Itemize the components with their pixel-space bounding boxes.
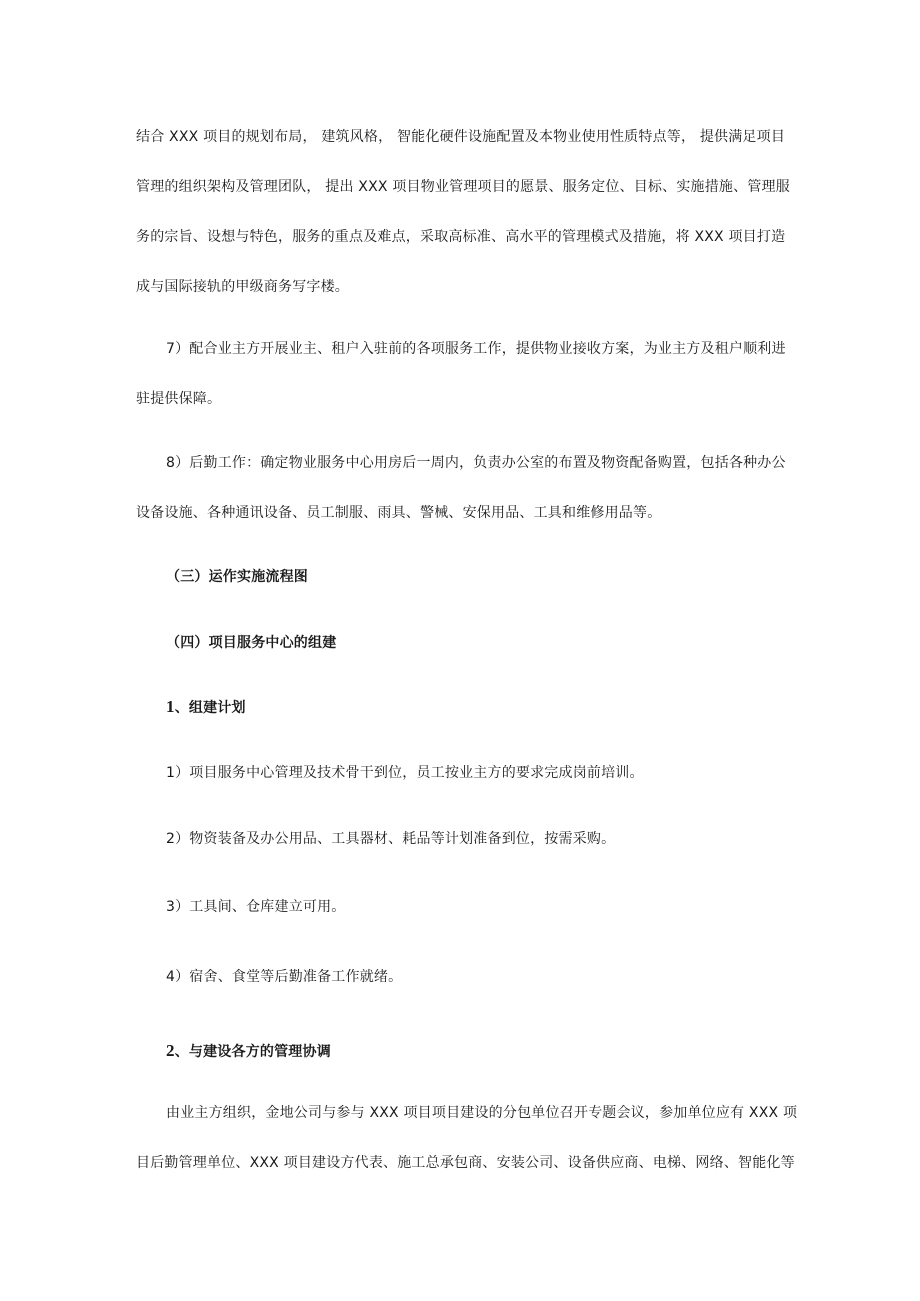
sub-heading-title: 、组建计划 (174, 700, 246, 716)
plan-item: 2）物资装备及办公用品、工具器材、耗品等计划准备到位，按需采购。 (166, 831, 616, 847)
intro-line: 结合 XXX 项目的规划布局， 建筑风格， 智能化硬件设施配置及本物业使用性质特点等， 提供满足项目 (136, 129, 786, 145)
item-8-line: 设备设施、各种通讯设备、员工制服、雨具、警械、安保用品、工具和维修用品等。 (136, 505, 662, 521)
plan-item: 4）宿舍、食堂等后勤准备工作就绪。 (166, 969, 403, 985)
coordination-line: 由业主方组织，金地公司与参与 XXX 项目项目建设的分包单位召开专题会议，参加单位应有 XXX 项 (166, 1105, 798, 1121)
plan-item: 1）项目服务中心管理及技术骨干到位，员工按业主方的要求完成岗前培训。 (166, 765, 644, 781)
sub-heading-title: 、与建设各方的管理协调 (174, 1044, 331, 1060)
coordination-line: 目后勤管理单位、XXX 项目建设方代表、施工总承包商、安装公司、设备供应商、电梯、网络、智能化等 (136, 1155, 795, 1171)
sub-heading-number: 1 (166, 697, 175, 716)
item-7-line: 7）配合业主方开展业主、租户入驻前的各项服务工作，提供物业接收方案，为业主方及租户顺利进 (166, 341, 786, 357)
plan-item: 3）工具间、仓库建立可用。 (166, 899, 346, 915)
section-4-heading: （四）项目服务中心的组建 (166, 635, 337, 651)
sub-heading-1 (166, 698, 246, 717)
section-3-heading: （三）运作实施流程图 (166, 569, 308, 585)
item-7-line: 驻提供保障。 (136, 391, 222, 407)
sub-heading-number: 2 (166, 1041, 175, 1060)
item-8-line: 8）后勤工作：确定物业服务中心用房后一周内，负责办公室的布置及物资配备购置，包括各种办公 (166, 455, 786, 471)
intro-line: 管理的组织架构及管理团队， 提出 XXX 项目物业管理项目的愿景、服务定位、目标、实施措施、管理服 (136, 179, 790, 195)
sub-heading-2 (166, 1042, 331, 1061)
intro-line: 成与国际接轨的甲级商务写字楼。 (136, 279, 349, 295)
intro-line: 务的宗旨、设想与特色，服务的重点及难点，采取高标准、高水平的管理模式及措施，将 XXX 项目打造 (136, 229, 786, 245)
